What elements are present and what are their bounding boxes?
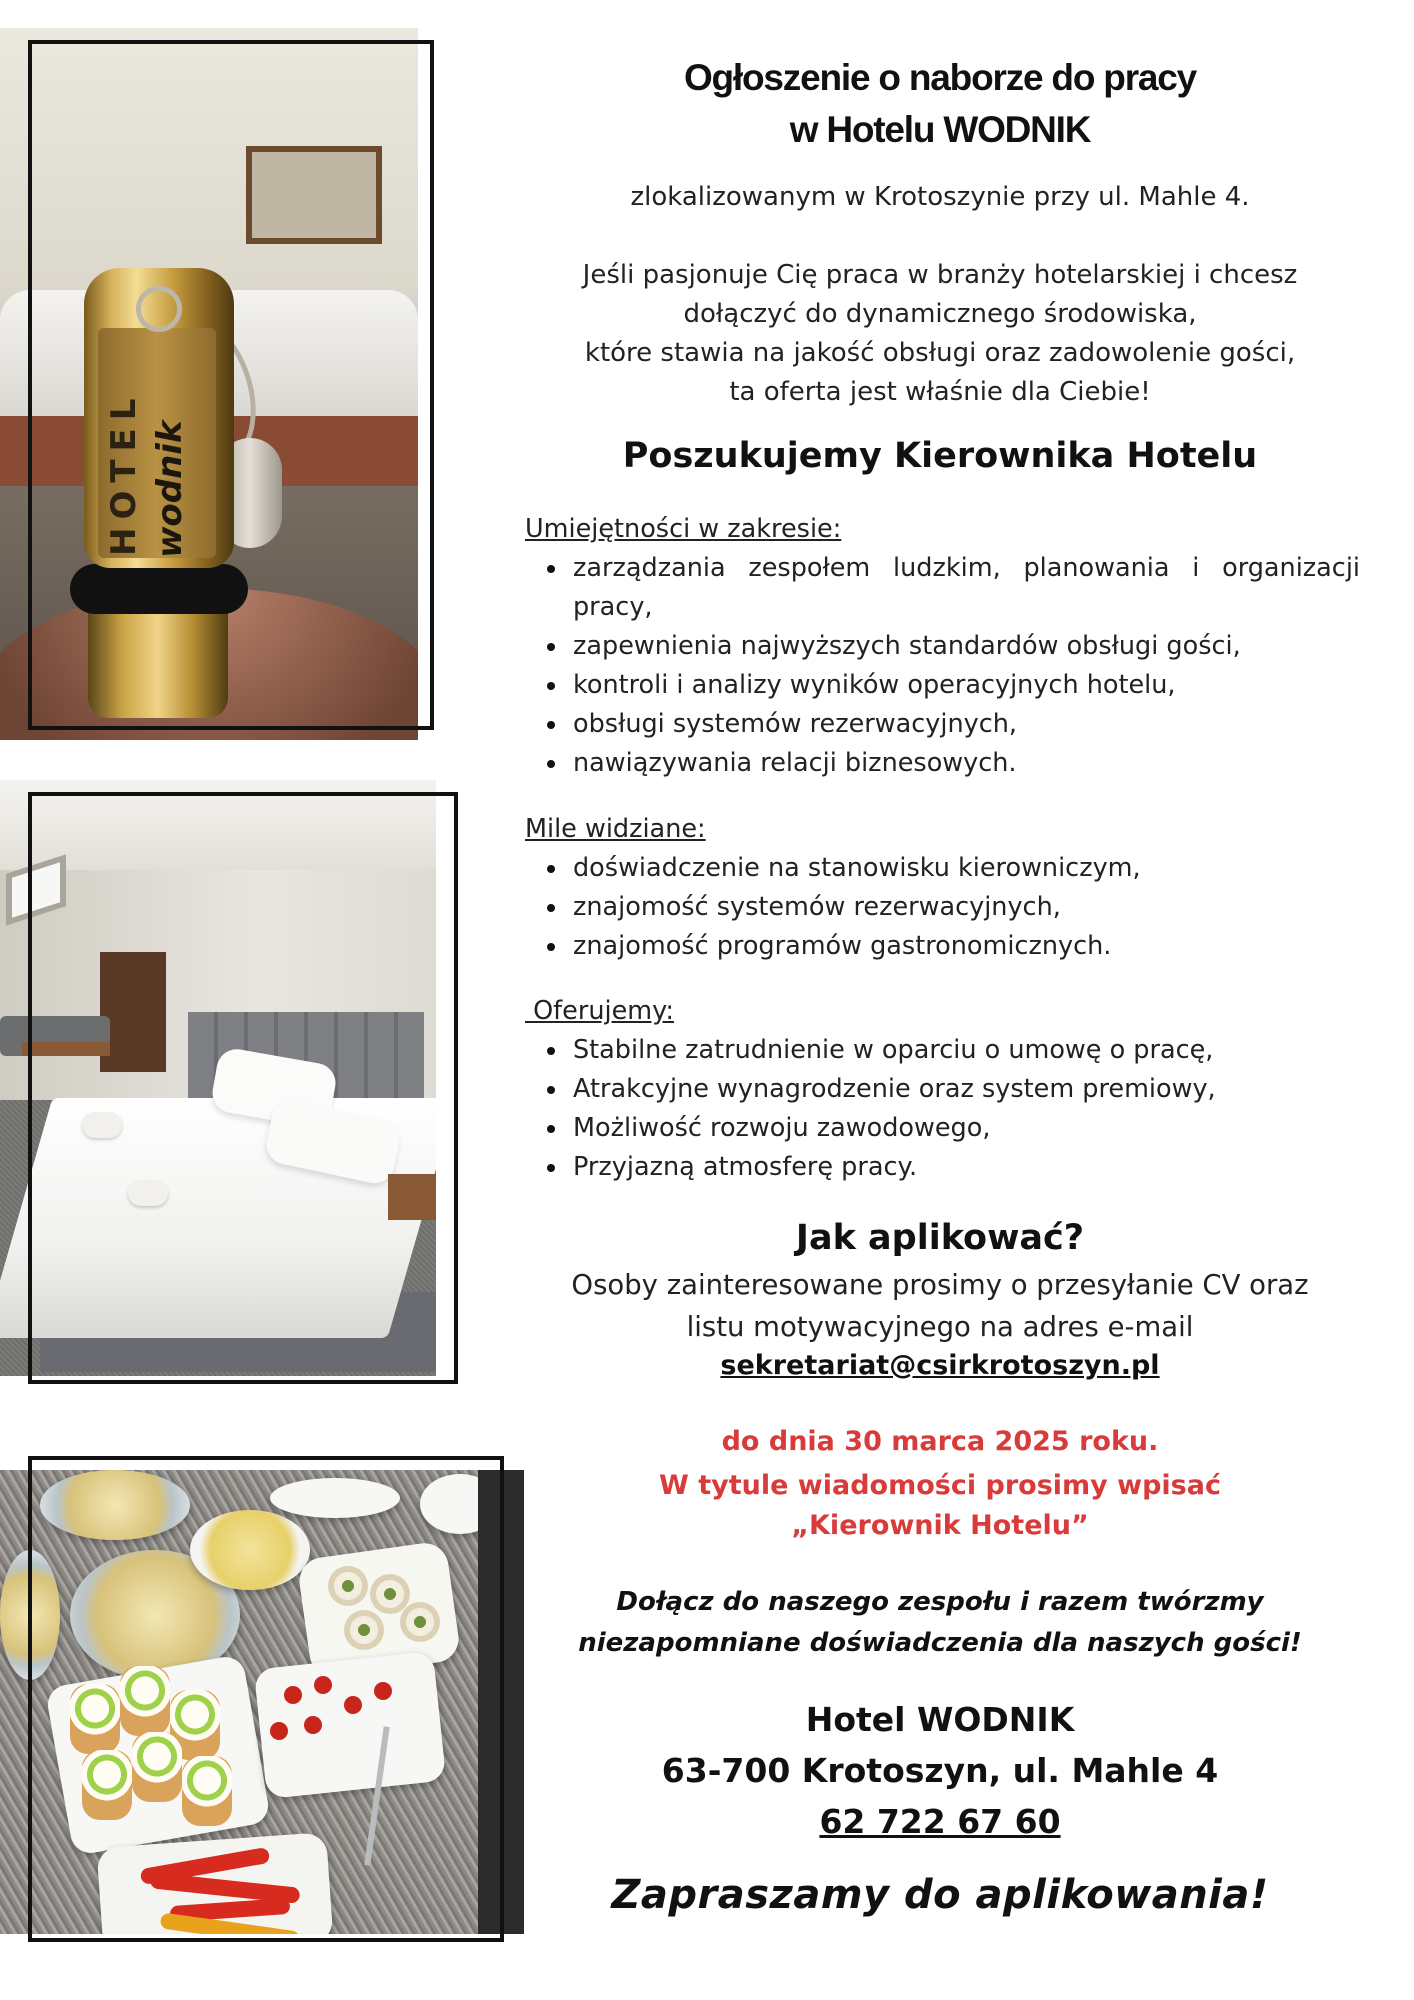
key-tag-wodnik-logo: wodnik xyxy=(150,420,190,558)
intro-paragraph xyxy=(520,256,1360,412)
offer-item: Przyjazną atmosferę pracy. xyxy=(525,1148,1360,1187)
apply-text-line: listu motywacyjnego na adres e-mail xyxy=(686,1311,1194,1343)
key-tag-hotel-text: HOTEL xyxy=(104,390,144,556)
subject-title: „Kierownik Hotelu” xyxy=(791,1510,1089,1541)
join-section xyxy=(520,1582,1360,1664)
hotel-name: Hotel WODNIK xyxy=(805,1700,1075,1739)
location-text: zlokalizowanym w Krotoszynie przy ul. Mahle 4. xyxy=(630,182,1250,212)
photo-frame xyxy=(28,792,458,1384)
header xyxy=(520,52,1360,156)
apply-section xyxy=(520,1218,1360,1381)
skills-section xyxy=(525,510,1360,783)
skills-item: nawiązywania relacji biznesowych. xyxy=(525,744,1360,783)
nice-to-have-item: znajomość systemów rezerwacyjnych, xyxy=(525,888,1360,927)
skills-item: obsługi systemów rezerwacyjnych, xyxy=(525,705,1360,744)
nice-to-have-heading: Mile widziane: xyxy=(525,814,706,844)
skills-item: zapewnienia najwyższych standardów obsługi gości, xyxy=(525,627,1360,666)
intro-line: które stawia na jakość obsługi oraz zadowolenie gości, xyxy=(584,338,1296,368)
offer-section xyxy=(525,992,1360,1187)
join-line: niezapomniane doświadczenia dla naszych gości! xyxy=(578,1628,1302,1658)
skills-item: zarządzania zespołem ludzkim, planowania i organizacji pracy, xyxy=(525,549,1360,627)
photo-frame xyxy=(28,1456,504,1942)
skills-item: kontroli i analizy wyników operacyjnych hotelu, xyxy=(525,666,1360,705)
offer-item: Możliwość rozwoju zawodowego, xyxy=(525,1109,1360,1148)
offer-item: Stabilne zatrudnienie w oparciu o umowę o pracę, xyxy=(525,1031,1360,1070)
nice-to-have-section xyxy=(525,810,1360,966)
intro-line: Jeśli pasjonuje Cię praca w branży hotelarskiej i chcesz xyxy=(582,260,1298,290)
hotel-address: 63-700 Krotoszyn, ul. Mahle 4 xyxy=(661,1751,1219,1790)
skills-heading: Umiejętności w zakresie: xyxy=(525,514,842,544)
offer-item: Atrakcyjne wynagrodzenie oraz system premiowy, xyxy=(525,1070,1360,1109)
page-title-line-1: Ogłoszenie o naborze do pracy xyxy=(683,57,1197,98)
nice-to-have-item: doświadczenie na stanowisku kierowniczym, xyxy=(525,849,1360,888)
photo-frame xyxy=(28,40,434,730)
intro-line: ta oferta jest właśnie dla Ciebie! xyxy=(729,377,1151,407)
apply-text-line: Osoby zainteresowane prosimy o przesyłanie CV oraz xyxy=(571,1269,1309,1301)
deadline-date: do dnia 30 marca 2025 roku. xyxy=(721,1426,1159,1457)
nice-to-have-item: znajomość programów gastronomicznych. xyxy=(525,927,1360,966)
join-line: Dołącz do naszego zespołu i razem twórzmy xyxy=(616,1587,1264,1617)
deadline-section xyxy=(520,1422,1360,1546)
email-link[interactable]: sekretariat@csirkrotoszyn.pl xyxy=(720,1350,1160,1381)
phone-link[interactable]: 62 722 67 60 xyxy=(819,1802,1061,1841)
contact-section xyxy=(520,1694,1360,1847)
closing-slogan: Zapraszamy do aplikowania! xyxy=(611,1872,1269,1918)
apply-heading: Jak aplikować? xyxy=(795,1218,1085,1258)
intro-line: dołączyć do dynamicznego środowiska, xyxy=(683,299,1197,329)
subject-instruction: W tytule wiadomości prosimy wpisać xyxy=(659,1470,1221,1501)
position-heading: Poszukujemy Kierownika Hotelu xyxy=(622,436,1258,476)
page-title-line-2: w Hotelu WODNIK xyxy=(789,109,1091,150)
offer-heading: Oferujemy: xyxy=(525,996,674,1026)
